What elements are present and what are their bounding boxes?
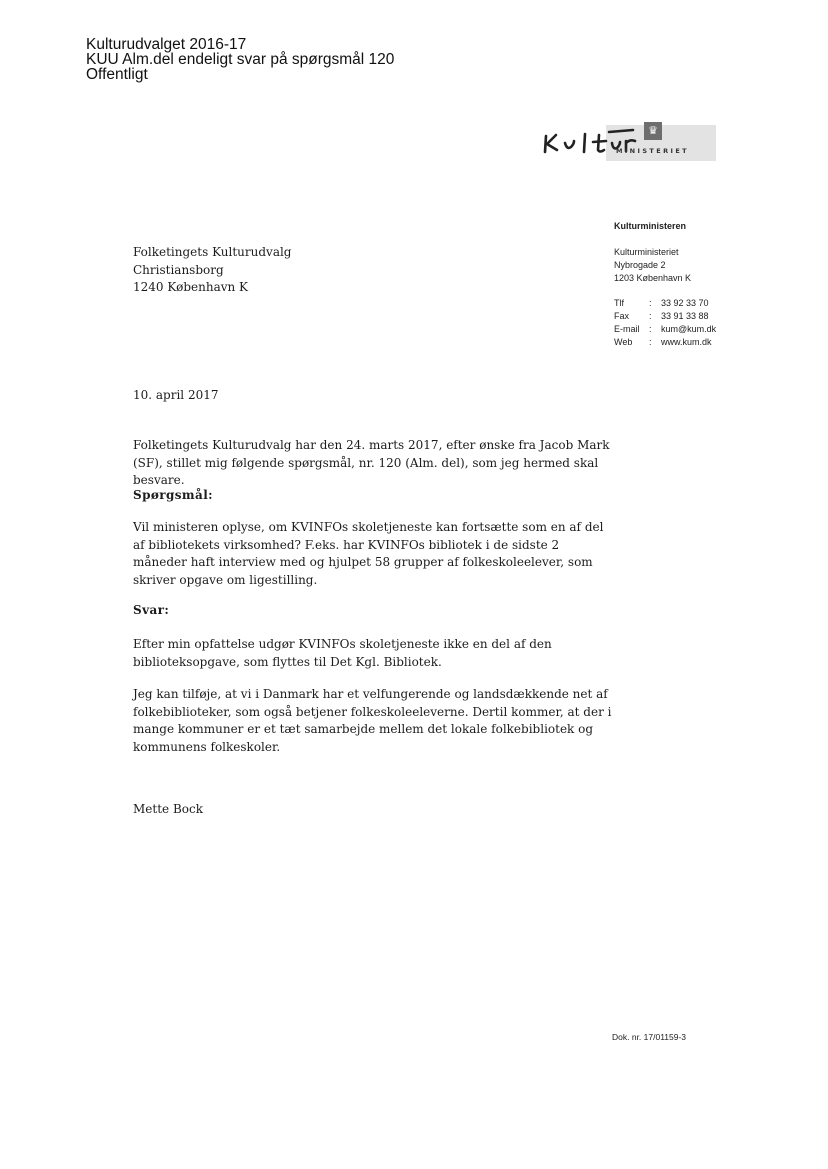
ministry-logo <box>540 122 715 162</box>
intro-paragraph <box>133 437 613 490</box>
contact-row-web: Web : www.kum.dk <box>614 337 712 347</box>
intro-text: Folketingets Kulturudvalg har den 24. marts 2017, efter ønske fra Jacob Mark (SF), stillet mig følgende spørgsmål, nr. 120 (Alm. del), som jeg hermed skal besvare. <box>133 438 610 487</box>
question-paragraph <box>133 519 613 589</box>
contact-value[interactable]: www.kum.dk <box>661 337 712 347</box>
contact-row-fax: Fax : 33 91 33 88 <box>614 311 709 321</box>
letter-date: 10. april 2017 <box>133 388 219 402</box>
signature: Mette Bock <box>133 802 203 816</box>
question-heading <box>133 487 613 505</box>
sender-org: Kulturministeriet <box>614 247 679 257</box>
sender-city: 1203 København K <box>614 273 692 283</box>
document-stamp <box>86 37 394 82</box>
ministeriet-label: MINISTERIET <box>616 147 689 155</box>
question-heading-text: Spørgsmål: <box>133 488 213 502</box>
recipient-address <box>133 244 292 297</box>
question-text: Vil ministeren oplyse, om KVINFOs skoletjeneste kan fortsætte som en af del af bibliotekets virksomhed? F.eks. har KVINFOs bibliotek i de sidste 2 måneder haft interview med og hjulpet 58 grupper af folkeskoleelever, som skriver opgave om ligestilling. <box>133 520 604 587</box>
contact-value: 33 91 33 88 <box>661 311 709 321</box>
stamp-reference: KUU Alm.del endeligt svar på spørgsmål 120 <box>86 51 395 68</box>
sender-street: Nybrogade 2 <box>614 260 666 270</box>
recipient-line: 1240 København K <box>133 280 249 294</box>
answer-text-2: Jeg kan tilføje, at vi i Danmark har et velfungerende og landsdækkende net af folkebiblioteker, som også betjener folkeskoleeleverne. Dertil kommer, at der i mange kommuner er et tæt samarbejde mellem det lokale folkebibliotek og kommunens folkeskoler. <box>133 687 612 754</box>
answer-paragraph-1 <box>133 636 613 671</box>
contact-row-email: E-mail : kum@kum.dk <box>614 324 717 334</box>
document-number: Dok. nr. 17/01159-3 <box>612 1032 687 1042</box>
contact-info <box>614 297 716 349</box>
contact-label: Fax <box>614 311 630 321</box>
contact-label: Web <box>614 337 633 347</box>
answer-heading <box>133 602 613 620</box>
answer-heading-text: Svar: <box>133 603 170 617</box>
stamp-committee: Kulturudvalget 2016-17 <box>86 36 247 53</box>
recipient-line: Folketingets Kulturudvalg <box>133 245 292 259</box>
contact-row-phone: Tlf : 33 92 33 70 <box>614 298 709 308</box>
sender-address <box>614 246 691 285</box>
contact-label: E-mail <box>614 324 640 334</box>
crown-icon: ♛ <box>644 122 662 140</box>
recipient-line: Christiansborg <box>133 262 224 277</box>
contact-value[interactable]: kum@kum.dk <box>661 324 717 334</box>
answer-paragraph-2 <box>133 686 613 756</box>
answer-text-1: Efter min opfattelse udgør KVINFOs skoletjeneste ikke en del af den biblioteksopgave, som flyttes til Det Kgl. Bibliotek. <box>133 637 552 669</box>
sender-heading: Kulturministeren <box>614 221 687 231</box>
contact-label: Tlf <box>614 298 624 308</box>
stamp-status: Offentligt <box>86 66 148 83</box>
contact-value: 33 92 33 70 <box>661 298 709 308</box>
